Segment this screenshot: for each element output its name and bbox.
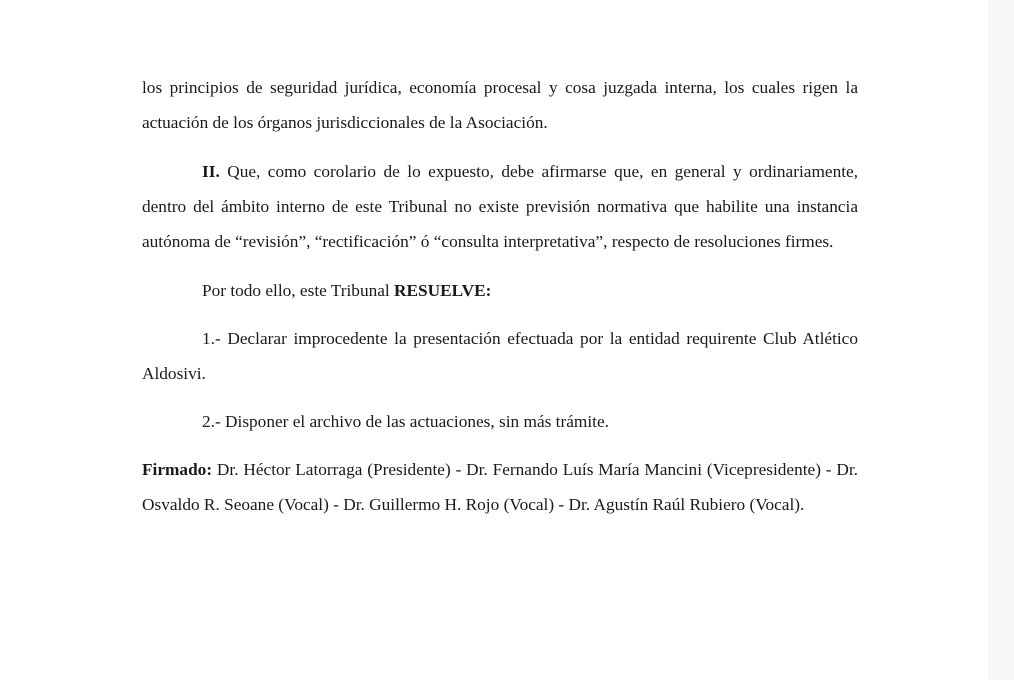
paragraph-ii-text: Que, como corolario de lo expuesto, debe afirmarse que, en general y ordinariamente, dentro del ámbito interno de este Tribunal no existe previsión normativa que habilite una instancia autónoma de “revisión”, “rectificación” ó “consulta interpretativa”, respecto de resoluciones firmes. — [142, 162, 858, 251]
document-body — [142, 70, 858, 522]
paragraph-principles: los principios de seguridad jurídica, economía procesal y cosa juzgada interna, los cuales rigen la actuación de los órganos jurisdiccionales de la Asociación. — [142, 78, 858, 132]
viewer-gutter — [988, 0, 1014, 680]
resolution-item-1: 1.- Declarar improcedente la presentación efectuada por la entidad requirente Club Atlético Aldosivi. — [142, 329, 858, 383]
signatures-label: Firmado: — [142, 460, 213, 479]
signatures-text: Dr. Héctor Latorraga (Presidente) - Dr. Fernando Luís María Mancini (Vicepresidente) - Dr. Osvaldo R. Seoane (Vocal) - Dr. Guillermo H. Rojo (Vocal) - Dr. Agustín Raúl Rubiero (Vocal). — [142, 460, 858, 514]
signatures-paragraph — [142, 452, 858, 522]
resolution-keyword: RESUELVE: — [394, 281, 492, 300]
section-number: II. — [202, 162, 220, 181]
resolution-item-2: 2.- Disponer el archivo de las actuaciones, sin más trámite. — [202, 412, 609, 431]
resolution-intro-text: Por todo ello, este Tribunal — [202, 281, 395, 300]
paragraph-resolution-intro — [142, 273, 858, 308]
paragraph-ii — [142, 154, 858, 259]
